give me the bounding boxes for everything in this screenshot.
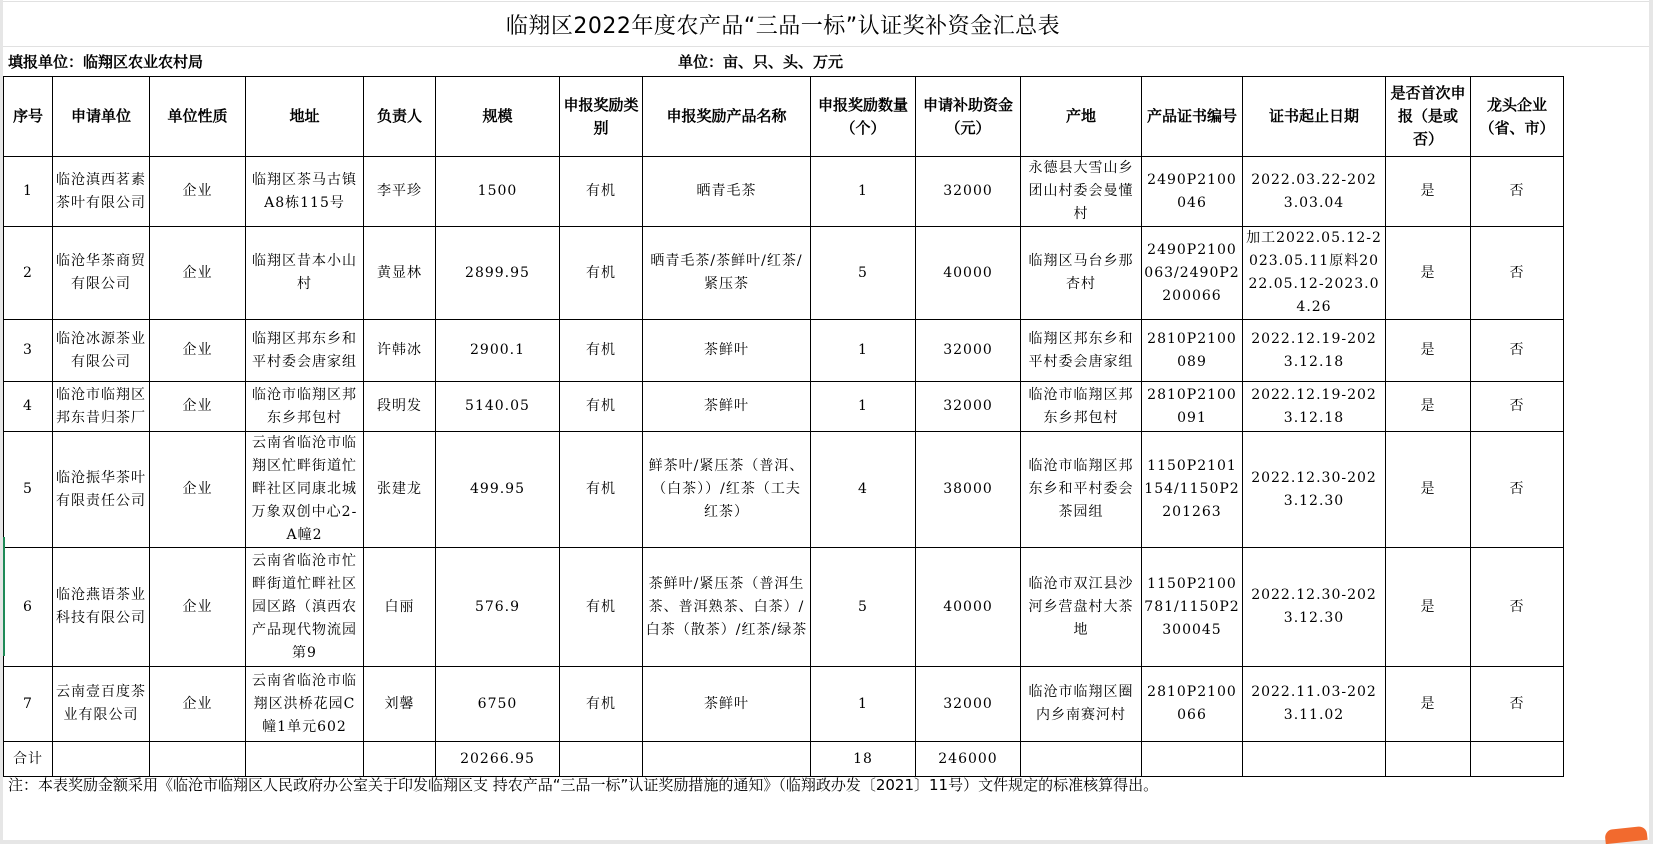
cell-leading[interactable]: 否 (1471, 227, 1564, 320)
cell-quantity[interactable]: 1 (811, 667, 916, 742)
cell-nature[interactable]: 企业 (150, 667, 246, 742)
cell-origin[interactable]: 临沧市临翔区邦东乡和平村委会茶园组 (1021, 432, 1142, 548)
cell-nature[interactable]: 企业 (150, 382, 246, 432)
cell-first-time[interactable]: 是 (1386, 667, 1471, 742)
header-cell-origin[interactable]: 产地 (1021, 77, 1142, 157)
cell-product[interactable]: 茶鲜叶/紧压茶（普洱生茶、普洱熟茶、白茶）/白茶（散茶）/红茶/绿茶 (643, 548, 811, 667)
cell-origin[interactable]: 临翔区马台乡那杏村 (1021, 227, 1142, 320)
header-cell-applicant[interactable]: 申请单位 (53, 77, 150, 157)
cell-applicant[interactable]: 临沧市临翔区邦东昔归茶厂 (53, 382, 150, 432)
cell-person[interactable]: 许韩冰 (364, 320, 436, 382)
cell-category[interactable]: 有机 (560, 548, 643, 667)
cell-nature[interactable]: 企业 (150, 227, 246, 320)
filler-unit-label[interactable]: 填报单位：临翔区农业农村局 (8, 53, 204, 71)
cell-address[interactable]: 云南省临沧市临翔区忙畔街道忙畔社区同康北城万象双创中心2-A幢2 (246, 432, 364, 548)
cell-subsidy[interactable]: 32000 (916, 382, 1021, 432)
cell-cert-no[interactable]: 1150P2100781/1150P2300045 (1142, 548, 1243, 667)
cell-origin[interactable]: 临沧市临翔区邦东乡邦包村 (1021, 382, 1142, 432)
cell-scale[interactable]: 576.9 (436, 548, 560, 667)
cell-no[interactable]: 2 (4, 227, 53, 320)
cell-no[interactable]: 4 (4, 382, 53, 432)
table-row (4, 667, 1564, 742)
cell-origin[interactable]: 临沧市临翔区圈内乡南赛河村 (1021, 667, 1142, 742)
cell-scale[interactable]: 6750 (436, 667, 560, 742)
cell-first-time[interactable]: 是 (1386, 157, 1471, 227)
cell-scale[interactable]: 499.95 (436, 432, 560, 548)
header-cell-subsidy[interactable]: 申请补助资金（元） (916, 77, 1021, 157)
cell-product[interactable]: 鲜茶叶/紧压茶（普洱、（白茶））/红茶（工夫红茶） (643, 432, 811, 548)
cell-cert-dates[interactable]: 2022.03.22-2023.03.04 (1243, 157, 1386, 227)
cell-scale[interactable]: 2899.95 (436, 227, 560, 320)
cell-nature[interactable]: 企业 (150, 157, 246, 227)
total-subsidy[interactable]: 246000 (916, 742, 1021, 777)
table-row (4, 382, 1564, 432)
header-cell-no[interactable]: 序号 (4, 77, 53, 157)
measure-unit-label[interactable]: 单位：亩、只、头、万元 (678, 53, 844, 71)
cell-leading[interactable]: 否 (1471, 320, 1564, 382)
cell-scale[interactable]: 5140.05 (436, 382, 560, 432)
cell-applicant[interactable]: 临沧燕语茶业科技有限公司 (53, 548, 150, 667)
cell-applicant[interactable]: 临沧冰源茶业有限公司 (53, 320, 150, 382)
sheet-bottom-edge (0, 840, 1653, 844)
header-cell-quantity[interactable]: 申报奖励数量（个） (811, 77, 916, 157)
cell-no[interactable]: 6 (4, 548, 53, 667)
cell-nature[interactable]: 企业 (150, 548, 246, 667)
cell-first-time[interactable]: 是 (1386, 548, 1471, 667)
cell-first-time[interactable]: 是 (1386, 227, 1471, 320)
cell-address[interactable]: 临沧市临翔区邦东乡邦包村 (246, 382, 364, 432)
cell-leading[interactable]: 否 (1471, 548, 1564, 667)
cell-applicant[interactable]: 云南壹百度茶业有限公司 (53, 667, 150, 742)
cell-origin[interactable]: 临沧市双江县沙河乡营盘村大茶地 (1021, 548, 1142, 667)
header-cell-nature[interactable]: 单位性质 (150, 77, 246, 157)
cell-cert-dates[interactable]: 2022.12.19-2023.12.18 (1243, 382, 1386, 432)
cell-quantity[interactable]: 4 (811, 432, 916, 548)
cell-empty[interactable] (1386, 742, 1471, 777)
cell-subsidy[interactable]: 40000 (916, 548, 1021, 667)
cell-no[interactable]: 7 (4, 667, 53, 742)
cell-first-time[interactable]: 是 (1386, 432, 1471, 548)
cell-cert-no[interactable]: 2810P2100091 (1142, 382, 1243, 432)
cell-person[interactable]: 刘馨 (364, 667, 436, 742)
sheet-right-edge (1649, 0, 1653, 844)
cell-cert-dates[interactable]: 2022.12.30-2023.12.30 (1243, 548, 1386, 667)
cell-leading[interactable]: 否 (1471, 382, 1564, 432)
cell-quantity[interactable]: 1 (811, 382, 916, 432)
cell-leading[interactable]: 否 (1471, 157, 1564, 227)
header-cell-category[interactable]: 申报奖励类别 (560, 77, 643, 157)
cell-scale[interactable]: 2900.1 (436, 320, 560, 382)
cell-subsidy[interactable]: 32000 (916, 320, 1021, 382)
cell-cert-no[interactable]: 2810P2100089 (1142, 320, 1243, 382)
row-selection-marker (3, 537, 5, 656)
table-row (4, 227, 1564, 320)
cell-product[interactable]: 茶鲜叶 (643, 320, 811, 382)
cell-cert-no[interactable]: 2490P2100063/2490P2200066 (1142, 227, 1243, 320)
cell-category[interactable]: 有机 (560, 382, 643, 432)
gridline (3, 46, 1649, 47)
cell-subsidy[interactable]: 32000 (916, 667, 1021, 742)
cell-cert-no[interactable]: 1150P2101154/1150P2201263 (1142, 432, 1243, 548)
total-quantity[interactable]: 18 (811, 742, 916, 777)
cell-category[interactable]: 有机 (560, 320, 643, 382)
subsidy-summary-table (3, 76, 1564, 777)
cell-person[interactable]: 张建龙 (364, 432, 436, 548)
cell-subsidy[interactable]: 32000 (916, 157, 1021, 227)
cell-subsidy[interactable]: 40000 (916, 227, 1021, 320)
cell-no[interactable]: 3 (4, 320, 53, 382)
total-label[interactable]: 合计 (4, 742, 53, 777)
cell-address[interactable]: 临翔区邦东乡和平村委会唐家组 (246, 320, 364, 382)
header-row (4, 77, 1564, 157)
cell-cert-no[interactable]: 2810P2100066 (1142, 667, 1243, 742)
cell-no[interactable]: 1 (4, 157, 53, 227)
cell-quantity[interactable]: 1 (811, 157, 916, 227)
cell-quantity[interactable]: 5 (811, 227, 916, 320)
sheet-title[interactable]: 临翔区2022年度农产品“三品一标”认证奖补资金汇总表 (505, 13, 1061, 39)
cell-address[interactable]: 临翔区昔本小山村 (246, 227, 364, 320)
cell-category[interactable]: 有机 (560, 227, 643, 320)
cell-product[interactable]: 茶鲜叶 (643, 667, 811, 742)
cell-category[interactable]: 有机 (560, 432, 643, 548)
header-cell-product[interactable]: 申报奖励产品名称 (643, 77, 811, 157)
cell-empty[interactable] (1243, 742, 1386, 777)
cell-origin[interactable]: 临翔区邦东乡和平村委会唐家组 (1021, 320, 1142, 382)
cell-address[interactable]: 临翔区茶马古镇A8栋115号 (246, 157, 364, 227)
header-cell-person[interactable]: 负责人 (364, 77, 436, 157)
cell-cert-dates[interactable]: 2022.12.19-2023.12.18 (1243, 320, 1386, 382)
header-cell-address[interactable]: 地址 (246, 77, 364, 157)
cell-first-time[interactable]: 是 (1386, 382, 1471, 432)
header-cell-scale[interactable]: 规模 (436, 77, 560, 157)
cell-cert-dates[interactable]: 加工2022.05.12-2023.05.11原料2022.05.12-2023.04.26 (1243, 227, 1386, 320)
cell-applicant[interactable]: 临沧华茶商贸有限公司 (53, 227, 150, 320)
cell-cert-dates[interactable]: 2022.12.30-2023.12.30 (1243, 432, 1386, 548)
cell-scale[interactable]: 1500 (436, 157, 560, 227)
cell-address[interactable]: 云南省临沧市临翔区洪桥花园C幢1单元602 (246, 667, 364, 742)
header-cell-cert-dates[interactable]: 证书起止日期 (1243, 77, 1386, 157)
cell-person[interactable]: 黄显林 (364, 227, 436, 320)
cell-address[interactable]: 云南省临沧市忙畔街道忙畔社区园区路（滇西农产品现代物流园第9 (246, 548, 364, 667)
cell-cert-dates[interactable]: 2022.11.03-2023.11.02 (1243, 667, 1386, 742)
cell-subsidy[interactable]: 38000 (916, 432, 1021, 548)
cell-category[interactable]: 有机 (560, 667, 643, 742)
cell-quantity[interactable]: 1 (811, 320, 916, 382)
cell-category[interactable]: 有机 (560, 157, 643, 227)
table-row (4, 320, 1564, 382)
total-scale[interactable]: 20266.95 (436, 742, 560, 777)
header-cell-leading[interactable]: 龙头企业（省、市） (1471, 77, 1564, 157)
table-row (4, 548, 1564, 667)
cell-nature[interactable]: 企业 (150, 320, 246, 382)
cell-quantity[interactable]: 5 (811, 548, 916, 667)
header-cell-first-time[interactable]: 是否首次申报（是或否） (1386, 77, 1471, 157)
cell-origin[interactable]: 永德县大雪山乡团山村委会曼懂村 (1021, 157, 1142, 227)
cell-applicant[interactable]: 临沧滇西茗素茶叶有限公司 (53, 157, 150, 227)
cell-no[interactable]: 5 (4, 432, 53, 548)
cell-empty[interactable] (1471, 742, 1564, 777)
table-row (4, 157, 1564, 227)
table-row (4, 432, 1564, 548)
cell-person[interactable]: 李平珍 (364, 157, 436, 227)
cell-leading[interactable]: 否 (1471, 667, 1564, 742)
cell-leading[interactable]: 否 (1471, 432, 1564, 548)
cell-product[interactable]: 晒青毛茶/茶鲜叶/红茶/紧压茶 (643, 227, 811, 320)
cell-nature[interactable]: 企业 (150, 432, 246, 548)
cell-cert-no[interactable]: 2490P2100046 (1142, 157, 1243, 227)
header-cell-cert-no[interactable]: 产品证书编号 (1142, 77, 1243, 157)
footnote[interactable]: 注：本表奖励金额采用《临沧市临翔区人民政府办公室关于印发临翔区支 持农产品“三品一标”认证奖励措施的通知》（临翔政办发〔2021〕11号）文件规定的标准核算得出。 (8, 776, 1159, 794)
cell-product[interactable]: 晒青毛茶 (643, 157, 811, 227)
cell-applicant[interactable]: 临沧振华茶叶有限责任公司 (53, 432, 150, 548)
cell-person[interactable]: 白丽 (364, 548, 436, 667)
cell-first-time[interactable]: 是 (1386, 320, 1471, 382)
cell-product[interactable]: 茶鲜叶 (643, 382, 811, 432)
cell-person[interactable]: 段明发 (364, 382, 436, 432)
